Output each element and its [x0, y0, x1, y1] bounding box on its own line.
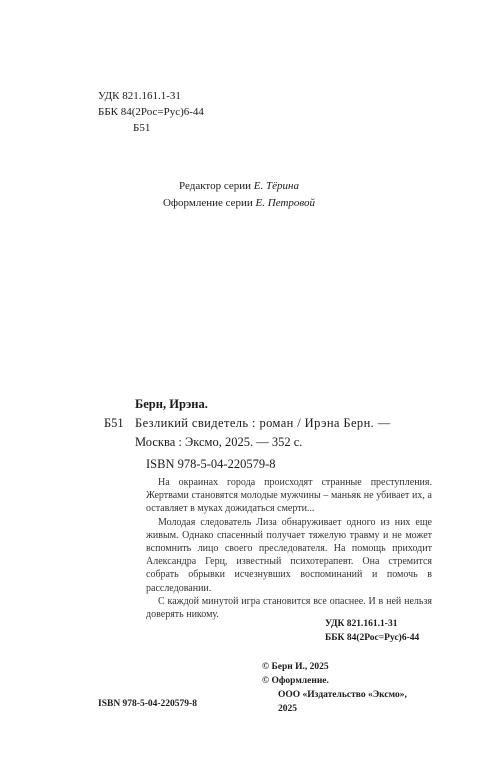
annotation	[146, 476, 432, 621]
udk-code: УДК 821.161.1-31	[98, 90, 181, 102]
author-heading: Берн, Ирэна.	[135, 397, 208, 411]
annotation-paragraph: На окраинах города происходят странные преступления. Жертвами становятся молодые мужчины – маньяк не убивает их, а оставляет в муках дожидаться смерти...	[146, 477, 432, 515]
bbk-code: ББК 84(2Рос=Рус)6-44	[98, 106, 204, 118]
series-design-label: Оформление серии	[162, 197, 253, 209]
footer-isbn: ISBN 978-5-04-220579-8	[98, 699, 197, 709]
annotation-paragraph: С каждой минутой игра становится все опаснее. И в ней нельзя доверять никому.	[146, 595, 432, 621]
copyright-year: 2025	[278, 704, 297, 714]
copyright-publisher: ООО «Издательство «Эксмо»,	[278, 690, 407, 700]
annotation-paragraph: Молодая следователь Лиза обнаруживает одного из них еще живым. Однако спасенный получает тяжелую травму и не может вспомнить лицо своего преследователя. На помощь приходит Александра Герц, известный психотерапевт. Она стремится собрать обрывки исчезнувших воспоминаний и помочь в расследовании.	[146, 516, 432, 594]
series-design-name: Е. Петровой	[255, 197, 316, 209]
bbk-code-right: ББК 84(2Рос=Рус)6-44	[325, 633, 420, 643]
udk-code-right: УДК 821.161.1-31	[325, 619, 398, 629]
biblio-title-line1: Безликий свидетель : роман / Ирэна Берн. —	[135, 416, 391, 430]
series-design	[0, 195, 478, 212]
series-editor	[0, 178, 478, 195]
series-editor-label: Редактор серии	[179, 180, 252, 192]
copyright-design: © Оформление.	[262, 676, 329, 686]
biblio-title-line2: Москва : Эксмо, 2025. — 352 с.	[135, 435, 303, 449]
copyright-author: © Берн И., 2025	[262, 662, 329, 672]
biblio-code: Б51	[104, 416, 124, 430]
author-sign: Б51	[133, 122, 151, 134]
series-editor-name: Е. Тёрина	[253, 180, 299, 192]
biblio-isbn: ISBN 978-5-04-220579-8	[146, 457, 276, 471]
